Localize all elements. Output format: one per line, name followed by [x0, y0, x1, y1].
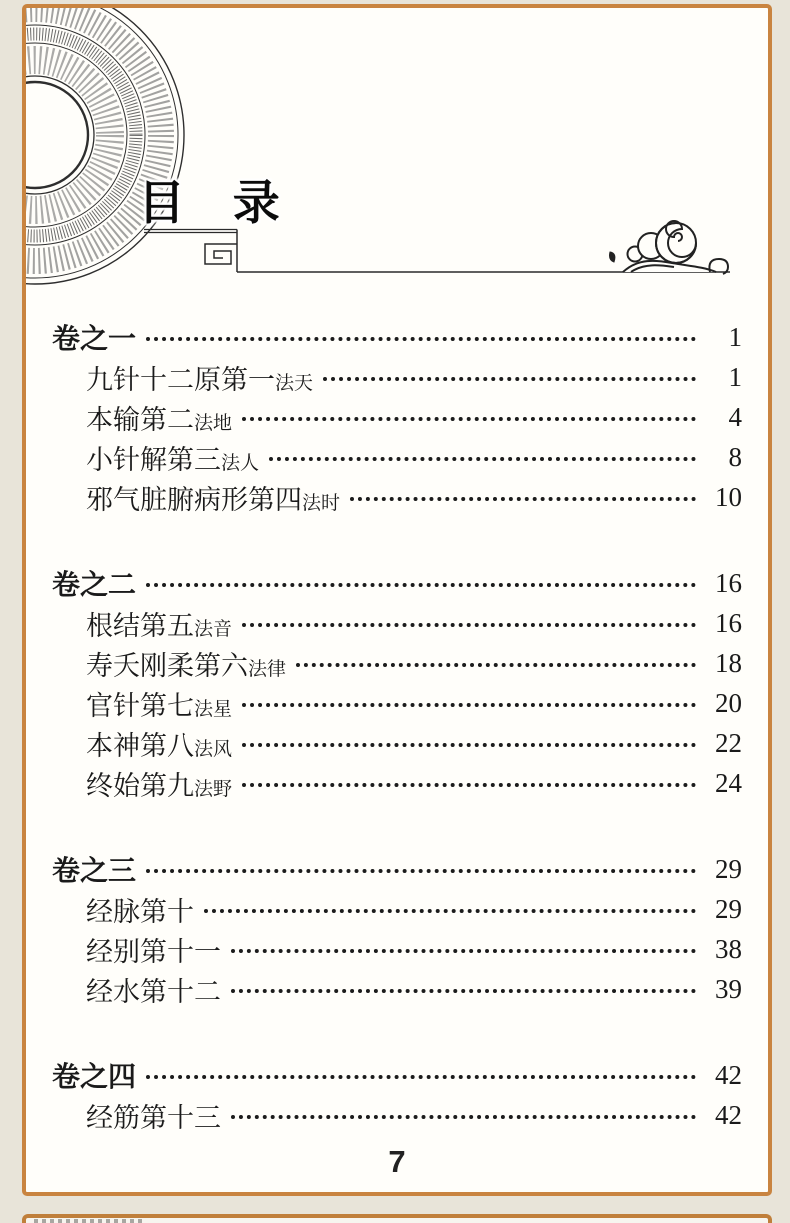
- toc-section-label: 卷之三: [52, 856, 137, 887]
- dot-leader: [323, 377, 696, 381]
- toc-entry-title: 寿夭刚柔第六: [86, 650, 248, 681]
- toc-page-number: 42: [715, 1099, 742, 1130]
- toc-entry: [52, 603, 742, 643]
- dot-leader: [242, 703, 696, 707]
- toc-entry: [52, 437, 742, 477]
- dot-leader: [242, 623, 696, 627]
- toc-section: [52, 563, 742, 803]
- toc-entry-title: 经水第十二: [86, 976, 221, 1007]
- toc-entry: [52, 889, 742, 929]
- toc-page-number: 29: [715, 893, 742, 924]
- toc-entry: [52, 397, 742, 437]
- toc-entry: [52, 1095, 742, 1135]
- toc-page-number: 29: [715, 853, 742, 884]
- toc-page-number: 42: [715, 1059, 742, 1090]
- toc-section-heading: [52, 849, 742, 889]
- toc-entry-title: 经脉第十: [86, 896, 194, 927]
- toc-entry-title: 经筋第十三: [86, 1102, 221, 1133]
- toc-entry-title: 本神第八: [86, 730, 194, 761]
- toc-page-number: 18: [715, 647, 742, 678]
- toc-entry-suffix: 法音: [194, 618, 233, 640]
- toc-section: [52, 849, 742, 1009]
- dot-leader: [350, 497, 696, 501]
- toc-section-heading: [52, 317, 742, 357]
- dot-leader: [242, 743, 696, 747]
- dot-leader: [231, 989, 696, 993]
- toc-page-number: 22: [715, 727, 742, 758]
- toc-page-number: 16: [715, 567, 742, 598]
- toc-section: [52, 317, 742, 517]
- toc-entry-title: 经别第十一: [86, 936, 221, 967]
- toc-entry-suffix: 法时: [302, 492, 341, 514]
- toc-page-number: 1: [728, 361, 742, 392]
- toc-page-number: 10: [715, 481, 742, 512]
- toc-page-number: 39: [715, 973, 742, 1004]
- toc-page-number: 24: [715, 767, 742, 798]
- toc-page-number: 4: [728, 401, 742, 432]
- toc-page-number: 38: [715, 933, 742, 964]
- cloud-scroll-icon: [610, 221, 729, 274]
- header-decoration: [26, 8, 768, 300]
- dot-leader: [296, 663, 696, 667]
- toc-section: [52, 1055, 742, 1135]
- toc-entry: [52, 357, 742, 397]
- toc-entry: [52, 643, 742, 683]
- next-page-ornament: [34, 1219, 144, 1223]
- table-of-contents: [52, 317, 742, 1135]
- toc-entry-suffix: 法天: [275, 372, 314, 394]
- toc-section-label: 卷之二: [52, 570, 137, 601]
- dot-leader: [242, 417, 696, 421]
- toc-entry-title: 小针解第三: [86, 444, 221, 475]
- dot-leader: [146, 337, 696, 341]
- dot-leader: [204, 909, 696, 913]
- dot-leader: [269, 457, 696, 461]
- toc-entry-suffix: 法星: [194, 698, 233, 720]
- toc-entry-title: 本输第二: [86, 404, 194, 435]
- next-page-edge: [22, 1214, 772, 1223]
- toc-entry-suffix: 法风: [194, 738, 233, 760]
- toc-section-label: 卷之四: [52, 1062, 137, 1093]
- dot-leader: [146, 869, 696, 873]
- toc-entry-suffix: 法地: [194, 412, 233, 434]
- toc-page-number: 16: [715, 607, 742, 638]
- toc-section-heading: [52, 563, 742, 603]
- toc-entry-title: 九针十二原第一: [86, 364, 275, 395]
- toc-entry: [52, 683, 742, 723]
- dot-leader: [231, 1115, 696, 1119]
- page-title: 目 录: [138, 178, 298, 230]
- toc-entry-suffix: 法野: [194, 778, 233, 800]
- toc-page-number: 8: [728, 441, 742, 472]
- toc-entry-title: 根结第五: [86, 610, 194, 641]
- toc-entry-title: 邪气脏腑病形第四: [86, 484, 302, 515]
- toc-entry: [52, 929, 742, 969]
- toc-section-heading: [52, 1055, 742, 1095]
- folio-page-number: 7: [388, 1144, 406, 1179]
- toc-entry: [52, 763, 742, 803]
- dot-leader: [146, 583, 696, 587]
- toc-entry-title: 官针第七: [86, 690, 194, 721]
- dot-leader: [146, 1075, 696, 1079]
- medallion-ornament: [26, 8, 184, 284]
- meander-scroll-icon: [205, 244, 237, 264]
- toc-entry: [52, 969, 742, 1009]
- toc-entry-suffix: 法律: [248, 658, 287, 680]
- toc-entry-title: 终始第九: [86, 770, 194, 801]
- toc-entry: [52, 477, 742, 517]
- dot-leader: [242, 783, 696, 787]
- toc-section-label: 卷之一: [52, 324, 137, 355]
- toc-page-number: 20: [715, 687, 742, 718]
- dot-leader: [231, 949, 696, 953]
- toc-entry-suffix: 法人: [221, 452, 260, 474]
- toc-page-number: 1: [728, 321, 742, 352]
- book-page: [22, 4, 772, 1196]
- toc-entry: [52, 723, 742, 763]
